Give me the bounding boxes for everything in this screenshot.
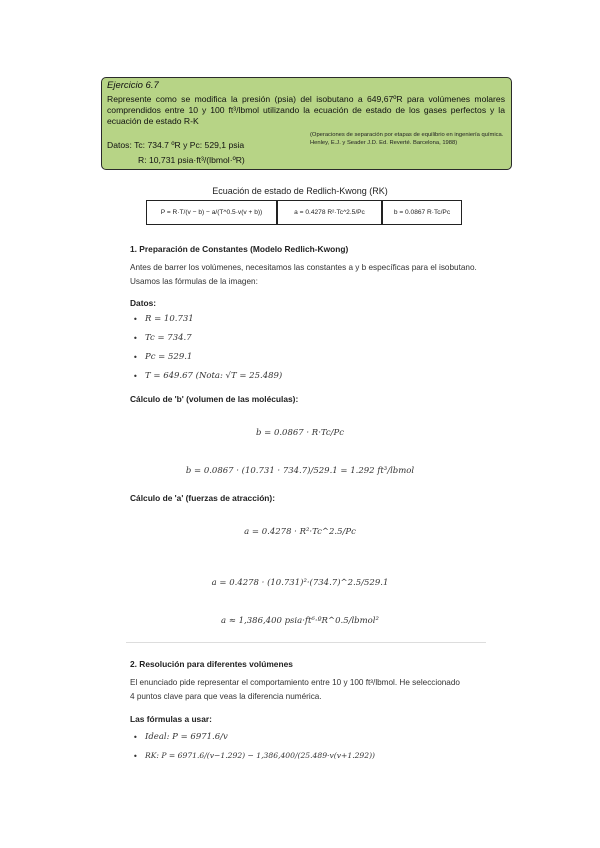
b-substitution: b = 0.0867 · (10.731 · 734.7)/529.1 = 1.292 ft³/lbmol [185,466,415,476]
section2-intro-line2: 4 puntos clave para que veas la diferencia numérica. [130,692,322,701]
bullet-icon: • [133,752,138,761]
section2-heading: 2. Resolución para diferentes volúmenes [130,659,293,669]
section-divider [126,642,486,643]
ideal-formula: Ideal: P = 6971.6/v [145,732,228,742]
rk-equation-p-text: P = R·T/(v − b) − a/(T^0.5·v(v + b)) [160,209,263,216]
section1-heading: 1. Preparación de Constantes (Modelo Redlich-Kwong) [130,244,349,254]
b-heading: Cálculo de 'b' (volumen de las moléculas): [130,394,299,404]
data-item-t: T = 649.67 (Nota: √T = 25.489) [145,371,283,381]
data-item-r: R = 10.731 [145,314,194,324]
a-result: a ≈ 1,386,400 psia·ft⁶·ºR^0.5/lbmol² [221,616,379,626]
bullet-icon: • [133,334,138,343]
bullet-icon: • [133,315,138,324]
data-item-tc: Tc = 734.7 [145,333,192,343]
exercise-statement: Represente como se modifica la presión (psia) del isobutano a 649,67ºR para volúmenes molares comprendidos entre 10 y 100 ft³/lbmol utilizando la ecuación de estado de los gases perfectos y la ecuación de estado R-K [107,94,505,126]
section2-intro-line1: El enunciado pide representar el comportamiento entre 10 y 100 ft³/lbmol. He seleccionado [130,678,460,687]
rk-equation-b-text: b = 0.0867 R·Tc/Pc [393,209,451,216]
rk-equation-p [146,200,277,225]
exercise-data-line1: Datos: Tc: 734.7 ºR y Pc: 529,1 psia [107,140,245,150]
rk-title: Ecuación de estado de Redlich-Kwong (RK) [212,186,388,196]
exercise-reference: (Operaciones de separación por etapas de equilibrio en ingeniería química. Henley, E.J. y Seader J.D. Ed. Reverté. Barcelona, 1988) [310,132,504,147]
data-heading: Datos: [130,298,157,308]
a-formula: a = 0.4278 · R²·Tc^2.5/Pc [244,527,356,537]
bullet-icon: • [133,353,138,362]
rk-equation-a [277,200,382,225]
section1-intro-line1: Antes de barrer los volúmenes, necesitamos las constantes a y b específicas para el isobutano. [130,263,477,272]
exercise-data-line2: R: 10,731 psia·ft³/(lbmol·ºR) [138,155,245,165]
bullet-icon: • [133,733,138,742]
b-formula: b = 0.0867 · R·Tc/Pc [255,428,345,438]
a-substitution: a = 0.4278 · (10.731)²·(734.7)^2.5/529.1 [211,578,389,588]
rk-formula: RK: P = 6971.6/(v−1.292) − 1,386,400/(25.489·v(v+1.292)) [145,751,376,760]
data-item-pc: Pc = 529.1 [145,352,193,362]
rk-equation-b [382,200,462,225]
a-heading: Cálculo de 'a' (fuerzas de atracción): [130,493,276,503]
exercise-title: Ejercicio 6.7 [107,80,159,91]
section1-intro-line2: Usamos las fórmulas de la imagen: [130,277,258,286]
rk-equation-a-text: a = 0.4278 R²·Tc^2.5/Pc [294,209,365,216]
formulas-heading: Las fórmulas a usar: [130,714,212,724]
bullet-icon: • [133,372,138,381]
